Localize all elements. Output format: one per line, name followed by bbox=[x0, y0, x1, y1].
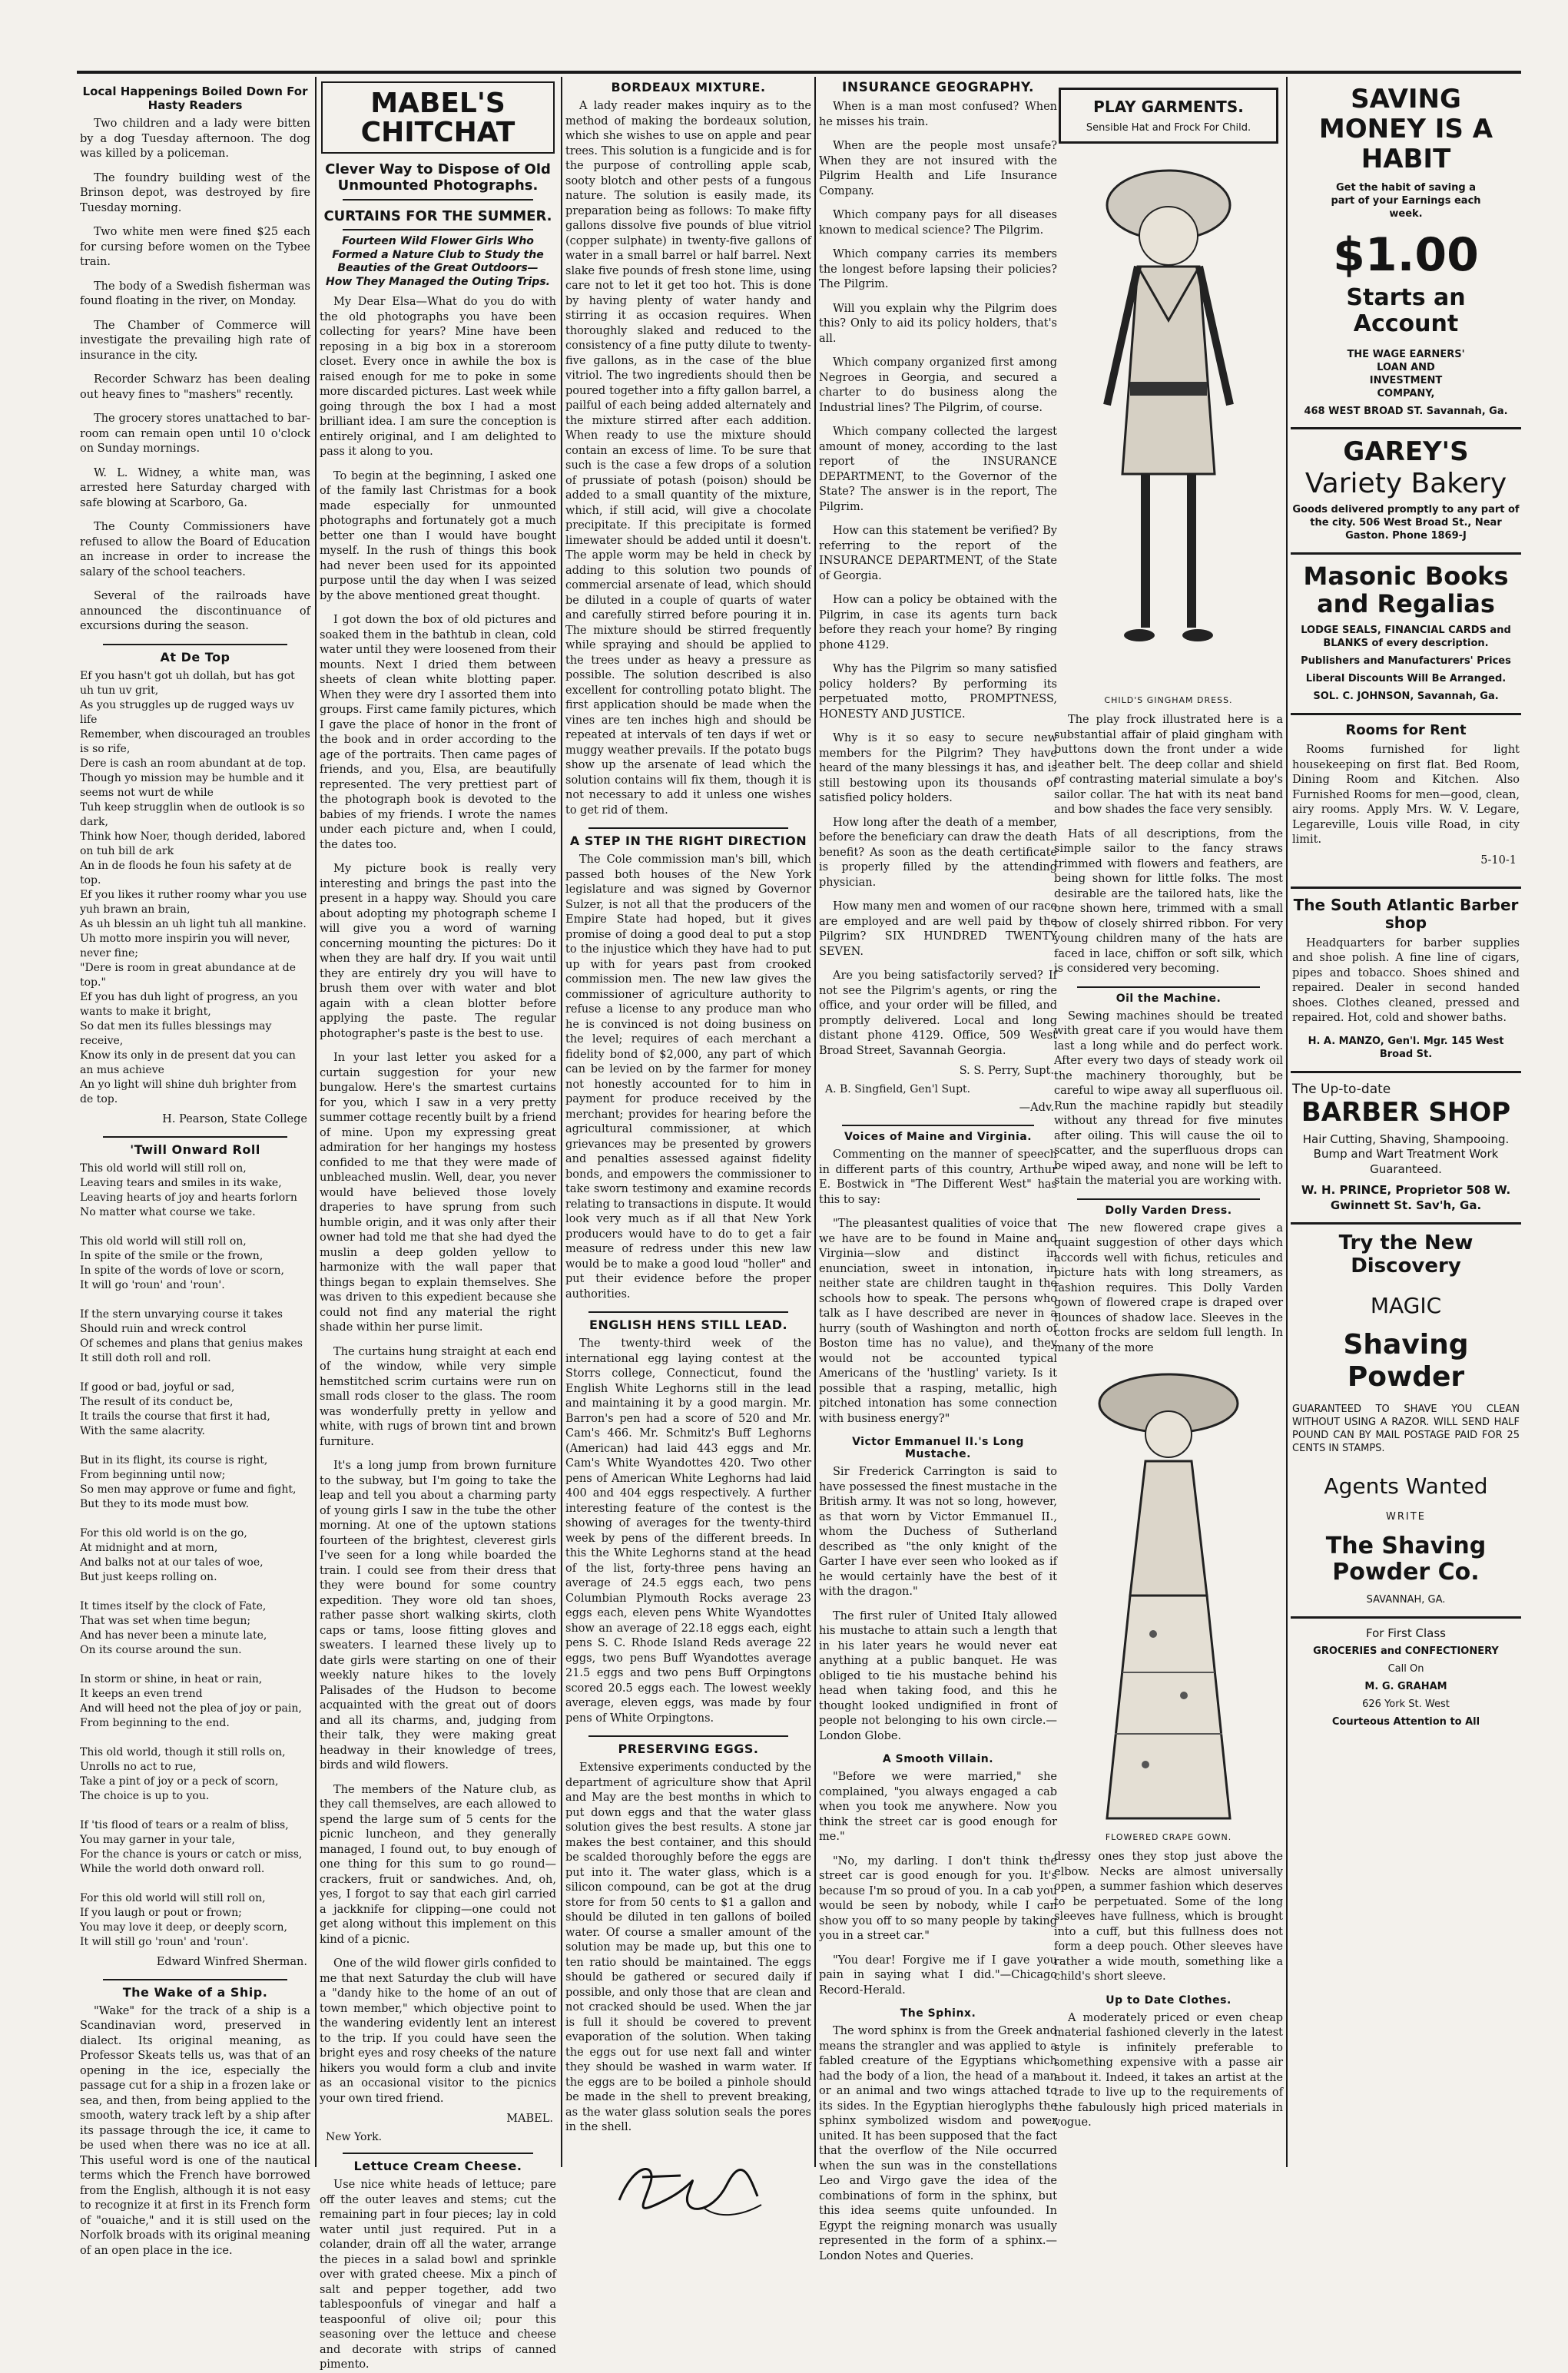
column-6-ads bbox=[1291, 77, 1521, 2182]
villain-body bbox=[819, 1770, 1057, 1998]
chitchat-masthead bbox=[321, 81, 555, 154]
poem-at-de-top-text: Ef you hasn't got uh dollah, but has got uh tun uv grit, As you struggles up de rugged ways uv life Remember, when discouraged an troubles is so rife, Dere is cash an room abundant at de top. Though yo mission may be humble and it seems not wurt de while Tuh keep strugglin when de outlook is so dark, Think how Noer, though derided, labored on tuh bill de ark An in de floods he foun his safety at de top. Ef you likes it ruther roomy whar you use yuh brawn an brain, As uh blessin an uh light tuh all mankine. Uh motto more inspirin you will never, never fine; "Dere is room in great abundance at de top." Ef you has duh light of progress, an you wants to make it bright, So dat men its fulles blessings may receive, Know its only in de present dat you can an mus achieve An yo light will shine duh brighter from de top. bbox=[80, 669, 310, 1105]
oil-title: Oil the Machine. bbox=[1116, 992, 1222, 1005]
paragraph: Recorder Schwarz has been dealing out heavy fines to "mashers" recently. bbox=[80, 373, 310, 401]
saving-amount: $1.00 bbox=[1333, 227, 1479, 282]
child-dress-illustration bbox=[1092, 151, 1245, 689]
south-atlantic-barber-ad bbox=[1291, 887, 1521, 1071]
masonic-text: LODGE SEALS, FINANCIAL CARDS and BLANKS of every description. bbox=[1301, 625, 1511, 650]
voices-title: Voices of Maine and Virginia. bbox=[844, 1131, 1033, 1143]
magic-product: Shaving Powder bbox=[1343, 1329, 1469, 1393]
saving-address: 468 WEST BROAD ST. Savannah, Ga. bbox=[1304, 405, 1508, 417]
paragraph: Several of the railroads have announced the discontinuance of excursions during the season. bbox=[80, 590, 310, 632]
masonic-title: Masonic Books and Regalias bbox=[1303, 561, 1509, 619]
paragraph: "No, my darling. I don't think the street car is good enough for you. It's because I'm so proud of you. In a cab you would be seen by nobody, while I can show you off to so many people by taking you in a street car." bbox=[819, 1854, 1057, 1942]
masonic-ad bbox=[1291, 552, 1521, 713]
play-garments-title: PLAY GARMENTS. bbox=[1093, 98, 1244, 116]
eggs-body bbox=[565, 1761, 811, 2136]
write-label: WRITE bbox=[1386, 1510, 1426, 1523]
sphinx-title: The Sphinx. bbox=[900, 2007, 976, 2020]
garey-text: Goods delivered promptly to any part of the city. 506 West Broad St., Near Gaston. Phone 1869-J bbox=[1292, 503, 1520, 542]
lettuce-text: Use nice white heads of lettuce; pare off the outer leaves and stems; cut the remaining part in four pieces; lay in cold water until just required. Put in a colander, drain off all the water, arrange the pieces in a salad bowl and sprinkle over with grated cheese. Mix a pinch of salt and pepper together, add two tablespoonfuls of vinegar and half a teaspoonful of olive oil; pour this seasoning over the lettuce and cheese and decorate with strips of canned pimento. bbox=[320, 2179, 556, 2371]
dolly-continued: dressy ones they stop just above the elbow. Necks are almost universally open, a summer fashion which deserves to be perpetuated. Some of the long sleeves have fullness, which is brought into a cuff, but this fullness does not form a deep pouch. Other sleeves have rather a wide mouth, something like a child's short sleeve. bbox=[1054, 1851, 1283, 1983]
masonic-name: SOL. C. JOHNSON, Savannah, Ga. bbox=[1313, 690, 1499, 702]
rooms-title: Rooms for Rent bbox=[1345, 721, 1467, 738]
saving-starts: Starts an Account bbox=[1346, 283, 1466, 338]
paragraph: I got down the box of old pictures and soaked them in the bathtub in clean, cold water until they were loosened from their mounts. Next I dried them between sheets of clean white blotting paper. When they were dry I assorted them into groups. First came family pictures, which I gave the place of honor in the front of the book and in order according to the age of the portraits. Then came pages of friends, and you, Elsa, are beautifully represented. The very prettiest part of the photograph book is devoted to the babies of my friends. I wrote the names under each picture and, when I could, the dates too. bbox=[320, 614, 556, 851]
paragraph: In your last letter you asked for a curtain suggestion for your new bungalow. Here's the smartest curtains for you, which I saw in a very pretty summer cottage recently built by a friend of mine. Upon my expressing great admiration for her hangings my hostess confided to me that they were made of unbleached muslin. Well, dear, you never would have believed those lovely draperies to have sprung from such humble origin, and it was only after their owner had told me that she had dyed the muslin a deep golden yellow to harmonize with the wall paper that things began to explain themselves. She was driven to this expedient because she could not find any material the right shade within her purse limit. bbox=[320, 1052, 556, 1334]
graham-text: GROCERIES and CONFECTIONERY bbox=[1313, 1646, 1499, 1658]
magic-title: Try the New Discovery bbox=[1338, 1231, 1474, 1278]
paragraph: Why has the Pilgrim so many satisfied policy holders? By performing its perpetuated motto, PROMPTNESS, HONESTY AND JUSTICE. bbox=[819, 663, 1057, 721]
play-garments-card bbox=[1059, 88, 1278, 144]
graham-name: M. G. GRAHAM bbox=[1364, 1680, 1447, 1692]
column-2 bbox=[320, 77, 556, 2371]
paragraph: My Dear Elsa—What do you do with the old photographs you have been collecting for years? Mine have been reposing in a big box in a storeroom closet. Every once in awhile the box is raised enough for me to poke in some more discarded pictures. Last week while going through the box I had a most brilliant idea. I am sure the conception is entirely original, and I am delighted to pass it along to you. bbox=[320, 296, 556, 459]
paragraph: Two children and a lady were bitten by a dog Tuesday afternoon. The dog was killed by a policeman. bbox=[80, 118, 310, 160]
sphinx-body bbox=[819, 2024, 1057, 2264]
divider bbox=[842, 1125, 1034, 1126]
victor-title: Victor Emmanuel II.'s Long Mustache. bbox=[852, 1436, 1024, 1460]
poem-onward-roll-title: 'Twill Onward Roll bbox=[130, 1142, 260, 1157]
paragraph: "You dear! Forgive me if I gave you pain in saying what I did."—Chicago Record-Herald. bbox=[819, 1954, 1057, 1997]
paragraph: Hats of all descriptions, from the simple sailor to the fancy straws trimmed with flowers and feathers, are being shown for little folks. The most desirable are the tailored hats, like the one shown here, trimmed with a small bow of closely shirred ribbon. For very young children many of the hats are faced in lace, chiffon or soft silk, which is considered very becoming. bbox=[1054, 827, 1283, 975]
paragraph: W. L. Widney, a white man, was arrested here Saturday charged with safe blowing at Scarboro, Ga. bbox=[80, 466, 310, 509]
paragraph: Which company carries its members the longest before lapsing their policies? The Pilgrim. bbox=[819, 248, 1057, 290]
poem-onward-roll-text: This old world will still roll on, Leaving tears and smiles in its wake, Leaving hearts of joy and hearts forlorn No matter what course we take. This old world will still roll on, In spite of the smile or the frown, In spite of the words of love or scorn, It will go 'roun' and 'roun'. If the stern unvarying course it takes Should ruin and wreck control Of schemes and plans that genius makes It still doth roll and roll. If good or bad, joyful or sad, The result of its conduct be, It trails the course that first it had, With the same alacrity. But in its flight, its course is right, From beginning until now; So men may approve or fume and fight, But they to its mode must bow. For this old world is on the go, At midnight and at morn, And balks not at our tales of woe, But just keeps rolling on. It times itself by the clock of Fate, That was set when time begun; And has never been a minute late, On its course around the sun. In storm or shine, in heat or rain, It keeps an even trend And will heed not the plea of joy or pain, From beginning to the end. This old world, though it still rolls on, Unrolls no act to rue, Take a pint of joy or a peck of scorn, The choice is up to you. If 'tis flood of tears or a realm of bliss, You may garner in your tale, For the chance is yours or catch or miss, While the world doth onward roll. For this old world will still roll on, If you laugh or pout or frown; You may love it deep, or deeply scorn, It will still go 'roun' and 'roun'. bbox=[80, 1162, 303, 1948]
dolly-text: The new flowered crape gives a quaint suggestion of other days which accords well with fichus, reticules and picture hats with long streamers, as fashion requires. This Dolly Varden gown of flowered crape is draped over flounces of shadow lace. Sleeves in the cotton frocks are seldom full length. In many of the more bbox=[1054, 1221, 1283, 1354]
saving-company: THE WAGE EARNERS' LOAN AND INVESTMENT COMPANY, bbox=[1347, 348, 1465, 399]
up-to-date-barber-ad bbox=[1291, 1071, 1521, 1223]
saving-title: SAVING MONEY IS A HABIT bbox=[1318, 84, 1493, 175]
paragraph: Which company organized first among Negroes in Georgia, and secured a charter to do business along the Industrial lines? The Pilgrim, of course. bbox=[819, 356, 1057, 414]
wake-of-ship-title: The Wake of a Ship. bbox=[122, 1984, 268, 2000]
poem-at-de-top-title: At De Top bbox=[160, 649, 230, 665]
flowered-gown-illustration bbox=[1092, 1365, 1245, 1826]
chitchat-title: MABEL'S CHITCHAT bbox=[360, 88, 515, 148]
saving-ad bbox=[1291, 77, 1521, 427]
divider bbox=[588, 1735, 788, 1737]
graham-call: Call On bbox=[1387, 1662, 1424, 1675]
paragraph: Two white men were fined $25 each for cursing before women on the Tybee train. bbox=[80, 226, 310, 268]
local-happenings-heading: Local Happenings Boiled Down For Hasty Readers bbox=[82, 85, 308, 112]
agents-wanted: Agents Wanted bbox=[1324, 1473, 1488, 1499]
garey-title: GAREY'S bbox=[1343, 436, 1469, 468]
oil-text: Sewing machines should be treated with great care if you would have them last a long while and do perfect work. After every two days of steady work oil the machinery thoroughly, but be careful to wipe away all superfluous oil. Run the machine rapidly but steadily without any thread for five minutes after oiling. This will cause the oil to scatter, and the superfluous drops can be wiped away, and none will be left to stain the material you are working with. bbox=[1054, 1009, 1283, 1187]
paragraph: The body of a Swedish fisherman was found floating in the river, on Monday. bbox=[80, 280, 310, 307]
top-rule bbox=[77, 71, 1521, 74]
barber1-text: Headquarters for barber supplies and shoe polish. A fine line of cigars, pipes and tobacco. Shoes shined and repaired. Dealer in second handed shoes. Clothes cleaned, pressed and repaired. Hot, cold and shower baths. bbox=[1292, 936, 1520, 1025]
graham-footer: Courteous Attention to All bbox=[1331, 1715, 1480, 1728]
paragraph: The members of the Nature club, as they call themselves, are each allowed to spend the large sum of 5 cents for the picnic luncheon, and they generally managed, I found out, to buy enough of one thing for this sum to go round—crackers, fruit or sandwiches. And, oh, yes, I forgot to say that each girl carried a jackknife for clipping—one could not get along without this implement on this kind of a picnic. bbox=[320, 1783, 556, 1946]
lettuce-title: Lettuce Cream Cheese. bbox=[353, 2159, 522, 2174]
barber1-name: H. A. MANZO, Gen'l. Mgr. 145 West Broad St. bbox=[1308, 1035, 1504, 1060]
hens-title: ENGLISH HENS STILL LEAD. bbox=[588, 1317, 788, 1332]
paragraph: Sir Frederick Carrington is said to have possessed the finest mustache in the British army. It was not so long, however, as that worn by Victor Emmanuel II., whom the Duchess of Sutherland described as "the only knight of the Garter I have ever seen who looked as if he would certainly have the best of it with the dragon." bbox=[819, 1466, 1058, 1598]
paragraph: How can a policy be obtained with the Pilgrim, in case its agents turn back before they reach your home? By ringing phone 4129. bbox=[819, 594, 1057, 651]
paragraph: It's a long jump from brown furniture to the subway, but I'm going to take the leap and tell you about a charming party of young girls I saw in the tube the other morning. At one of the uptown stations fourteen of the brightest, cleverest girls I've seen for a long while boarded the train. I could see from their dress that they were bound for some country expedition. They wore old tan shoes, rather passe short walking skirts, cloth caps or tams, loose fitting gloves and sweaters. I learned these lively up to date girls were starting on one of their weekly nature hikes to the lovely Palisades of the Hudson to become acquainted with the great out of doors and all its charms, and, judging from their talk, they were making great headway in their knowledge of trees, birds and wild flowers. bbox=[320, 1460, 556, 1772]
paragraph: How many men and women of our race are employed and are well paid by the Pilgrim? SIX HUNDRED TWENTY SEVEN. bbox=[819, 900, 1057, 958]
paragraph: The Chamber of Commerce will investigate the prevailing high rate of insurance in the city. bbox=[80, 319, 310, 362]
paragraph: How can this statement be verified? By referring to the report of the INSURANCE DEPARTMENT, of the State of Georgia. bbox=[819, 525, 1057, 582]
column-rule bbox=[315, 77, 317, 2167]
graham-title: For First Class bbox=[1365, 1626, 1446, 1640]
column-3 bbox=[565, 77, 811, 2182]
divider bbox=[343, 2153, 533, 2154]
paragraph: The play frock illustrated here is a substantial affair of plaid gingham with buttons down the front under a wide leather belt. The deep collar and shield of contrasting material simulate a boy's sailor collar. The hat with its neat band and bow shades the face very sensibly. bbox=[1054, 714, 1283, 816]
graham-address: 626 York St. West bbox=[1362, 1698, 1450, 1710]
column-rule bbox=[1286, 77, 1288, 2167]
barber1-title: The South Atlantic Barber shop bbox=[1293, 895, 1519, 932]
magic-text: GUARANTEED TO SHAVE YOU CLEAN WITHOUT USING A RAZOR. WILL SEND HALF POUND CAN BY MAIL POSTAGE PAID FOR 25 CENTS IN STAMPS. bbox=[1292, 1404, 1520, 1454]
masonic-text-2: Publishers and Manufacturers' Prices bbox=[1301, 655, 1511, 667]
paragraph: The foundry building west of the Brinson depot, was destroyed by fire Tuesday morning. bbox=[80, 171, 310, 214]
paragraph: The curtains hung straight at each end of the window, while very simple hemstitched scrim curtains were run on small rods closer to the glass. The room was wonderfully pretty in yellow and white, with rugs of brown tint and brown furniture. bbox=[320, 1345, 556, 1448]
step-title: A STEP IN THE RIGHT DIRECTION bbox=[569, 834, 807, 848]
chitchat-subtitle-2: CURTAINS FOR THE SUMMER. bbox=[323, 207, 552, 224]
rooms-text: Rooms furnished for light housekeeping on first flat. Bed Room, Dining Room and Kitchen. Also Furnished Rooms for men—good, clean, airy rooms. Apply Mrs. W. V. Legare, Legareville, Louis ville Road, in city limit. bbox=[1292, 744, 1520, 847]
paragraph: Which company collected the largest amount of money, according to the last report of the INSURANCE DEPARTMENT, to the Governor of the State? The answer is in the report, The Pilgrim. bbox=[819, 426, 1057, 513]
paragraph: Why is it so easy to secure new members for the Pilgrim? They have heard of the many blessings it has, and is still bestowing upon its thousands of satisfied policy holders. bbox=[819, 732, 1057, 804]
paragraph: Which company pays for all diseases known to medical science? The Pilgrim. bbox=[819, 209, 1057, 237]
barber2-pre: The Up-to-date bbox=[1292, 1081, 1391, 1097]
paragraph: The first ruler of United Italy allowed his mustache to attain such a length that in his later years he would never eat anything at a public banquet. He was obliged to tie his mustache behind his head when taking food, and this he thought looked undignified in front of people not belonging to his own circle.—London Globe. bbox=[819, 1609, 1057, 1742]
divider bbox=[1077, 986, 1260, 988]
masonic-text-3: Liberal Discounts Will Be Arranged. bbox=[1305, 672, 1507, 684]
column-rule bbox=[814, 77, 816, 2167]
insurance-title: INSURANCE GEOGRAPHY. bbox=[842, 80, 1034, 95]
paragraph: Are you being satisfactorily served? If not see the Pilgrim's agents, or ring the office, and your order will be filled, and promptly delivered. Local and long distant phone 4129. Office, 509 West Broad Street, Savannah Georgia. bbox=[819, 969, 1057, 1057]
chitchat-deck: Fourteen Wild Flower Girls Who Formed a Nature Club to Study the Beauties of the Great Outdoors—How They Managed the Outing Trips. bbox=[326, 235, 550, 288]
paragraph: The Cole commission man's bill, which passed both houses of the New York legislature and was signed by Governor Sulzer, is not all that the producers of the Empire State had hoped, but it gives promise of doing a good deal to put a stop to the injustice which they have had to put up with for years past from crooked commission men. The new law gives the commissioner of agriculture authority to refuse a license to any produce man who he is convinced is not doing business on the level; requires of each merchant a fidelity bond of $2,000, any part of which can be levied on by the farmer for money not honestly accounted for to him in payment for produce received by the merchant; provides for hearing before the agricultural commissioner, at which grievances may be presented by growers and penalties assessed against fidelity bonds, and empowers the commissioner to take sworn testimony and examine records relating to transactions in dispute. It would look very much as if all that New York producers would have to do to get a fair measure of redress under this new law would be to make a good loud "holler" and put their evidence before the proper authorities. bbox=[565, 853, 811, 1301]
play-body bbox=[1054, 713, 1283, 977]
paragraph: Extensive experiments conducted by the department of agriculture show that April and May are the best months in which to put down eggs and that the water glass solution gives the best results. A stone jar makes the best container, and this should be scalded thoroughly before the eggs are put into it. The water glass, which is a silicon compound, can be got at the drug store for from 50 cents to $1 a gallon and should be diluted in ten gallons of boiled water. Of course a smaller amount of the solution may be made up, but this one to ten ratio should be maintained. The eggs should be gathered or secured daily if possible, and only those that are clean and not cracked should be used. When the jar is full it should be covered to prevent evaporation of the solution. When taking the eggs out for use next fall and winter they should be washed in warm water. If the eggs are to be boiled a pinhole should be made in the shell to prevent breaking, as the water glass solution seals the pores in the shell. bbox=[565, 1762, 811, 2133]
divider bbox=[343, 199, 533, 201]
poem-at-de-top-author: H. Pearson, State College bbox=[162, 1112, 307, 1125]
dolly-title: Dolly Varden Dress. bbox=[1105, 1204, 1232, 1217]
paragraph: When is a man most confused? When he misses his train. bbox=[819, 101, 1057, 128]
poem-onward-roll-author: Edward Winfred Sherman. bbox=[156, 1955, 307, 1968]
magic-place: SAVANNAH, GA. bbox=[1366, 1593, 1446, 1606]
chitchat-signature: MABEL. bbox=[506, 2113, 553, 2126]
paragraph: Will you explain why the Pilgrim does this? Only to aid its policy holders, that's all. bbox=[819, 302, 1057, 345]
insurance-sig-1: S. S. Perry, Supt. bbox=[959, 1065, 1054, 1077]
paragraph: The word sphinx is from the Greek and means the strangler and was applied to a fabled creature of the Egyptians which had the body of a lion, the head of a man or an animal and two wings attached to its sides. In the Egyptian hieroglyphs the sphinx symbolized wisdom and power united. It has been supposed that the fact that the overflow of the Nile occurred when the sun was in the constellations Leo and Virgo gave the idea of the combinations of form in the sphinx, but this idea seems quite unfounded. In Egypt the reigning monarch was usually represented in the form of a sphinx.—London Notes and Queries. bbox=[819, 2025, 1057, 2262]
chitchat-body bbox=[320, 295, 556, 2106]
insurance-adv: —Adv. bbox=[1019, 1102, 1054, 1114]
handwritten-signature bbox=[565, 2154, 811, 2226]
bordeaux-body bbox=[565, 99, 811, 818]
paragraph: To begin at the beginning, I asked one of the family last Christmas for a book made especially for unmounted photographs and fortunately got a much better one than I would have bought myself. In the rush of things this book had never been used for its appointed purpose until the day when I was seized by the above mentioned great thought. bbox=[320, 469, 556, 602]
paragraph: One of the wild flower girls confided to me that next Saturday the club will have a "dandy hike to the home of an out of town member," which objective point to the wandering evidently lent an interest to the trip. If you could have seen the bright eyes and rosy cheeks of the nature hikers you would form a club and invite as an occasional visitor to the picnics your own tired friend. bbox=[320, 1957, 556, 2105]
divider bbox=[588, 827, 788, 829]
paragraph: How long after the death of a member, before the beneficiary can draw the death benefit? As soon as the death certificate is properly filled by the attending physician. bbox=[819, 816, 1057, 889]
chitchat-place: New York. bbox=[326, 2131, 383, 2144]
barber2-text: Hair Cutting, Shaving, Shampooing. Bump and Wart Treatment Work Guaranteed. bbox=[1302, 1132, 1510, 1176]
magic-word: MAGIC bbox=[1370, 1293, 1442, 1319]
paragraph: "Before we were married," she complained, "you always engaged a cab when you took me anywhere. Now you think the street car is good enough for me." bbox=[819, 1771, 1057, 1843]
rooms-date: 5-10-1 bbox=[1480, 853, 1517, 867]
barber2-title: BARBER SHOP bbox=[1301, 1096, 1511, 1128]
paragraph: Commenting on the manner of speech in different parts of this country, Arthur E. Bostwick in "The Different West" has this to say: bbox=[819, 1148, 1057, 1206]
local-items-list bbox=[80, 117, 310, 635]
step-body bbox=[565, 853, 811, 1302]
divider bbox=[103, 644, 287, 645]
play-garments-subtitle: Sensible Hat and Frock For Child. bbox=[1086, 122, 1251, 134]
hens-body bbox=[565, 1337, 811, 1726]
paragraph: A lady reader makes inquiry as to the method of making the bordeaux solution, which she wishes to use on apple and pear trees. This solution is a fungicide and is for the purpose of controlling apple scab, sooty blotch and other pests of a fungous nature. The solution is easily made, its preparation being as follows: To make fifty gallons dissolve five pounds of blue vitriol (copper sulphate) in twenty-five gallons of water in a small barrel or half barrel. Next slake five pounds of fresh stone lime, using care not to let it get too hot. This is done by having plenty of water handy and stirring it as occasion requires. When thoroughly slaked and reduced to the consistency of a fine putty dilute to twenty-five gallons, as in the case of the blue vitriol. The two ingredients should then be poured together into a fifty gallon barrel, a pailful of each being added alternately and the mixture stirred after each addition. When ready to use the mixture should contain an excess of lime. To be sure that such is the case a few drops of a solution of prussiate of potash (poison) should be added to a small quantity of the mixture, which, if still acid, will give a chocolate precipitate. If this precipitate is formed limewater should be added until it doesn't. The apple worm may be held in check by adding to this solution two pounds of commercial arsenate of lead, which should be diluted in a couple of quarts of water and carefully stirred before pouring it in. The mixture should be stirred frequently while spraying and should be applied to the trees under as heavy a pressure as possible. The solution described is also excellent for controlling potato blight. The first application should be made when the vines are ten inches high and should be repeated at intervals of ten days if wet or muggy weather prevails. If the potato bugs show up the arsenate of lead which the solution contains will fix them, though it is not necessary to add it unless one wishes to get rid of them. bbox=[565, 100, 811, 817]
figure-caption-1: CHILD'S GINGHAM DRESS. bbox=[1104, 695, 1233, 705]
magic-company: The Shaving Powder Co. bbox=[1325, 1532, 1487, 1586]
divider bbox=[1077, 1198, 1260, 1200]
bordeaux-title: BORDEAUX MIXTURE. bbox=[611, 80, 766, 94]
divider bbox=[343, 229, 533, 230]
clothes-title: Up to Date Clothes. bbox=[1106, 1994, 1232, 2007]
divider bbox=[588, 1311, 788, 1313]
garey-ad bbox=[1291, 427, 1521, 552]
voices-body bbox=[819, 1148, 1057, 1427]
wake-of-ship-text: "Wake" for the track of a ship is a Scandinavian word, preserved in dialect. Its original meaning, as Professor Skeats tells us, was that of an opening in the ice, especially the passage cut for a ship in a frozen lake or sea, and then, from being applied to the smooth, watery track left by a ship after its passage through the ice, it came to be used when there was no ice at all. This useful word is one of the nautical terms which the French have borrowed from the English, although it is not easy to recognize it at first in its French form of "ouaiche," and it is still used on the Norfolk broads with its original meaning of an open place in the ice. bbox=[80, 2004, 310, 2257]
divider bbox=[103, 1136, 287, 1138]
garey-subtitle: Variety Bakery bbox=[1304, 467, 1507, 499]
graham-ad bbox=[1291, 1616, 1521, 1738]
insurance-sig-2: A. B. Singfield, Gen'l Supt. bbox=[825, 1083, 971, 1095]
eggs-title: PRESERVING EGGS. bbox=[618, 1742, 759, 1756]
villain-title: A Smooth Villain. bbox=[882, 1753, 994, 1765]
paragraph: The County Commissioners have refused to allow the Board of Education an increase in order to increase the salary of the school teachers. bbox=[80, 521, 310, 578]
column-5 bbox=[1054, 77, 1283, 2182]
signature-icon bbox=[604, 2154, 773, 2223]
victor-body bbox=[819, 1465, 1057, 1744]
column-4 bbox=[819, 77, 1058, 2262]
insurance-body bbox=[819, 100, 1057, 1059]
paragraph: When are the people most unsafe? When they are not insured with the Pilgrim Health and Life Insurance Company. bbox=[819, 140, 1057, 197]
figure-caption-2: FLOWERED CRAPE GOWN. bbox=[1105, 1832, 1232, 1842]
column-rule bbox=[561, 77, 562, 2167]
rooms-ad bbox=[1291, 713, 1521, 887]
magic-shaving-ad bbox=[1291, 1222, 1521, 1616]
chitchat-subtitle: Clever Way to Dispose of Old Unmounted Photographs. bbox=[325, 161, 551, 194]
column-1 bbox=[80, 77, 310, 2257]
barber2-name: W. H. PRINCE, Proprietor 508 W. Gwinnett St. Sav'h, Ga. bbox=[1301, 1183, 1511, 1212]
paragraph: The twenty-third week of the international egg laying contest at the Storrs college, Connecticut, found the English White Leghorns still in the lead and maintaining it by a good margin. Mr. Barron's pen had a score of 520 and Mr. Cam's 466. Mr. Schmitz's Buff Leghorns (American) had laid 443 eggs and Mr. Cam's White Wyandottes 420. Two other pens of American White Leghorns had laid 400 and 404 eggs respectively. A further interesting feature of the contest is the showing of averages for the twenty-third week by pens of the different breeds. In this the White Leghorns stand at the head of the list, forty-three pens having an average of 24.5 eggs each, two pens Columbian Plymouth Rocks average 23 eggs each, eleven pens White Wyandottes show an average of 22.18 eggs each, eight pens S. C. Rhode Island Reds average 22 eggs, two pens Buff Wyandottes average 21.5 eggs and two pens Buff Orpingtons scored 20.5 eggs each. The lowest weekly average, eleven eggs, was made by four pens of White Orpingtons. bbox=[565, 1337, 811, 1725]
clothes-text: A moderately priced or even cheap material fashioned cleverly in the latest style is infinitely preferable to something expensive with a passe air about it. Indeed, it takes an artist at the trade to live up to the requirements of the fabulously high priced materials in vogue. bbox=[1054, 2011, 1283, 2129]
paragraph: The grocery stores unattached to bar-room can remain open until 10 o'clock on Sunday mornings. bbox=[80, 413, 310, 455]
divider bbox=[103, 1979, 287, 1980]
paragraph: My picture book is really very interesting and brings the past into the present in a happy way. Should you care about adopting my photograph scheme I will give you a word of warning concerning mounting the pictures: Do it when they are half dry. If you wait until they are entirely dry you will have to brush them over with water and blot again with a clean blotter before applying the paste. The regular photographer's paste is the best to use. bbox=[320, 863, 556, 1040]
paragraph: "The pleasantest qualities of voice that we have are to be found in Maine and Virginia—slow and distinct in enunciation, sweet in intonation, in neither state are children taught in the schools how to speak. The persons who talk as I have described are never in a hurry (south of Washington and north of Boston time has no value), and they would not be accounted typical Americans of the 'hustling' variety. Is it possible that a rasping, metallic, high pitched intonation has some connection with business energy?" bbox=[819, 1218, 1057, 1425]
saving-subtitle: Get the habit of saving a part of your Earnings each week. bbox=[1331, 182, 1481, 220]
